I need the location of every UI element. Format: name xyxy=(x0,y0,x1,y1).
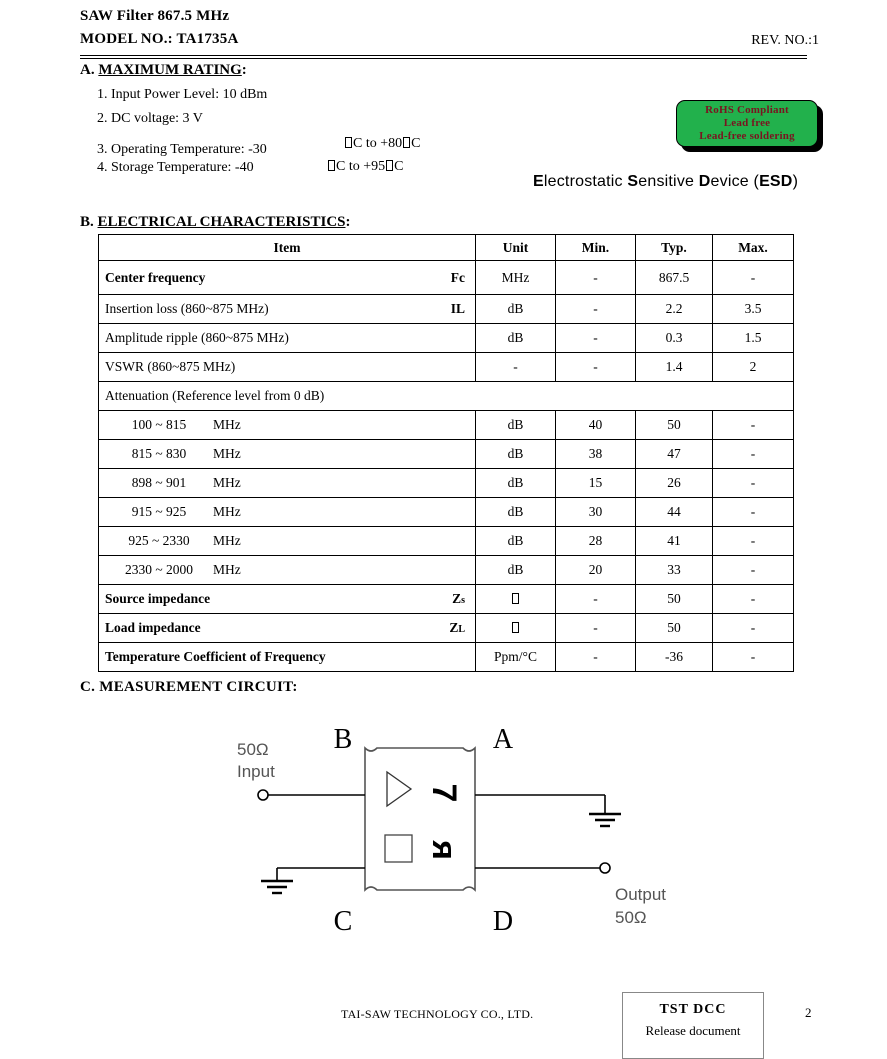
row-item xyxy=(99,585,476,614)
row-min: 28 xyxy=(556,527,636,556)
table-row xyxy=(99,498,794,527)
table-row xyxy=(99,440,794,469)
row-max: - xyxy=(713,614,794,643)
row-item-label: Load impedance xyxy=(105,620,201,635)
row-max: - xyxy=(713,261,794,295)
row-typ: 50 xyxy=(636,411,713,440)
section-a-title: MAXIMUM RATING xyxy=(98,62,242,78)
rating-4-number: 4. xyxy=(97,160,108,175)
row-symbol-base: Z xyxy=(449,620,459,635)
row-typ: 2.2 xyxy=(636,295,713,324)
rohs-line-2: Lead free xyxy=(723,117,771,129)
measurement-circuit-diagram xyxy=(215,715,715,950)
output-terminal xyxy=(600,863,610,873)
esd-evice: evice ( xyxy=(710,173,760,190)
row-typ: 41 xyxy=(636,527,713,556)
rating-4-tail-end: C xyxy=(394,159,404,174)
row-unit: dB xyxy=(476,324,556,353)
row-min: - xyxy=(556,353,636,382)
esd-ensitive: ensitive xyxy=(638,173,699,190)
row-max: - xyxy=(713,498,794,527)
table-row xyxy=(99,614,794,643)
output-impedance-label: 50Ω xyxy=(615,908,647,927)
row-typ: 26 xyxy=(636,469,713,498)
package-marking-top: 7 xyxy=(425,783,463,803)
circuit-svg xyxy=(215,715,715,945)
row-unit: dB xyxy=(476,411,556,440)
rating-4-tail: C to +95 xyxy=(336,159,386,174)
attenuation-unit-label: MHz xyxy=(213,475,241,490)
attenuation-header-row xyxy=(99,382,794,411)
rohs-line-1: RoHS Compliant xyxy=(705,104,789,116)
attenuation-range: 100 ~ 815 xyxy=(131,417,187,432)
table-row xyxy=(99,411,794,440)
rating-item-3 xyxy=(97,142,267,158)
section-a-colon: : xyxy=(241,62,247,78)
table-header-row xyxy=(99,235,794,261)
input-terminal xyxy=(258,790,268,800)
row-item-symbol: Fc xyxy=(450,269,465,285)
row-item-symbol xyxy=(449,620,469,636)
esd-d: D xyxy=(698,173,711,190)
row-unit xyxy=(476,614,556,643)
attenuation-range: 898 ~ 901 xyxy=(131,475,187,490)
row-min: - xyxy=(556,295,636,324)
row-unit: dB xyxy=(476,440,556,469)
attenuation-unit-label: MHz xyxy=(213,562,241,577)
footer-page-number: 2 xyxy=(805,1005,812,1020)
rating-3-tail: C to +80 xyxy=(353,136,403,151)
row-min: 40 xyxy=(556,411,636,440)
table-row xyxy=(99,585,794,614)
row-unit: dB xyxy=(476,527,556,556)
rating-2-label: DC voltage: 3 V xyxy=(111,111,203,126)
footer-release-label: Release document xyxy=(645,1023,741,1038)
pin-label-a: A xyxy=(492,724,514,755)
section-b-title: ELECTRICAL CHARACTERISTICS xyxy=(97,214,346,230)
rating-4-label: Storage Temperature: -40 xyxy=(111,160,254,175)
header-typ: Typ. xyxy=(636,235,713,261)
row-max: - xyxy=(713,440,794,469)
footer-dcc-label: TST DCC xyxy=(659,1002,727,1017)
section-b-letter: B. xyxy=(80,214,94,230)
row-max: - xyxy=(713,556,794,585)
section-c-heading: C. MEASUREMENT CIRCUIT: xyxy=(80,679,298,695)
row-item xyxy=(99,556,476,585)
revision-number: REV. NO.:1 xyxy=(751,33,819,48)
degree-missing-glyph-icon xyxy=(386,160,393,171)
header-unit: Unit xyxy=(476,235,556,261)
row-max: - xyxy=(713,585,794,614)
row-max: 2 xyxy=(713,353,794,382)
pin-label-b: B xyxy=(333,724,353,755)
ohm-missing-glyph-icon xyxy=(512,622,519,633)
row-item xyxy=(99,411,476,440)
table-row xyxy=(99,469,794,498)
attenuation-unit-label: MHz xyxy=(213,446,241,461)
row-item xyxy=(99,527,476,556)
table-row xyxy=(99,261,794,295)
row-min: - xyxy=(556,585,636,614)
row-max: 1.5 xyxy=(713,324,794,353)
row-item-symbol: IL xyxy=(450,301,465,316)
row-min: - xyxy=(556,261,636,295)
row-unit xyxy=(476,585,556,614)
header-max: Max. xyxy=(713,235,794,261)
package-body xyxy=(365,748,475,890)
row-typ: 33 xyxy=(636,556,713,585)
row-typ: 0.3 xyxy=(636,324,713,353)
attenuation-unit-label: MHz xyxy=(213,417,241,432)
table-row xyxy=(99,556,794,585)
row-typ: 50 xyxy=(636,614,713,643)
row-max: - xyxy=(713,527,794,556)
row-symbol-sub: s xyxy=(461,595,465,606)
row-item xyxy=(99,295,476,324)
row-max: - xyxy=(713,469,794,498)
rating-item-4 xyxy=(97,160,254,176)
row-symbol-sub: L xyxy=(458,624,465,635)
row-item-label: Insertion loss (860~875 MHz) xyxy=(105,301,269,316)
ohm-missing-glyph-icon xyxy=(512,593,519,604)
attenuation-range: 925 ~ 2330 xyxy=(128,533,190,548)
input-text-label: Input xyxy=(237,762,275,781)
row-min: 38 xyxy=(556,440,636,469)
row-item-label: Amplitude ripple (860~875 MHz) xyxy=(105,330,289,345)
output-text-label: Output xyxy=(615,885,667,904)
electrical-characteristics-table xyxy=(98,234,794,672)
rohs-line-3: Lead-free soldering xyxy=(699,130,795,142)
footer-company: TAI-SAW TECHNOLOGY CO., LTD. xyxy=(341,1007,534,1021)
section-b-heading xyxy=(80,214,351,231)
row-max: - xyxy=(713,643,794,672)
rating-2-number: 2. xyxy=(97,111,108,126)
row-typ: 50 xyxy=(636,585,713,614)
attenuation-range: 2330 ~ 2000 xyxy=(124,562,194,577)
row-item xyxy=(99,614,476,643)
section-b-colon: : xyxy=(345,214,351,230)
table-row xyxy=(99,324,794,353)
pin-label-c: C xyxy=(333,906,353,937)
rating-1-number: 1. xyxy=(97,87,108,102)
rating-3-label: Operating Temperature: -30 xyxy=(111,142,267,157)
row-typ: 47 xyxy=(636,440,713,469)
table-row xyxy=(99,353,794,382)
rating-1-label: Input Power Level: 10 dBm xyxy=(111,87,268,102)
pin-label-d: D xyxy=(492,906,514,937)
header-item: Item xyxy=(99,235,476,261)
rating-4-temperature-range xyxy=(327,159,403,175)
esd-close-paren: ) xyxy=(792,173,799,190)
row-unit: - xyxy=(476,353,556,382)
section-a-heading xyxy=(80,62,247,79)
row-unit: dB xyxy=(476,469,556,498)
row-min: - xyxy=(556,324,636,353)
rating-item-2 xyxy=(97,111,203,127)
attenuation-unit-label: MHz xyxy=(213,504,241,519)
row-item xyxy=(99,440,476,469)
row-item-label: Source impedance xyxy=(105,591,211,606)
rating-item-1 xyxy=(97,87,267,103)
row-max: 3.5 xyxy=(713,295,794,324)
row-unit: dB xyxy=(476,556,556,585)
row-min: 20 xyxy=(556,556,636,585)
model-number: MODEL NO.: TA1735A xyxy=(80,31,239,47)
row-item: Temperature Coefficient of Frequency xyxy=(99,643,476,672)
row-unit: MHz xyxy=(476,261,556,295)
rating-3-temperature-range xyxy=(344,136,420,152)
row-min: - xyxy=(556,643,636,672)
row-typ: -36 xyxy=(636,643,713,672)
attenuation-header-label: Attenuation (Reference level from 0 dB) xyxy=(99,382,794,411)
row-max: - xyxy=(713,411,794,440)
header-divider xyxy=(80,55,807,59)
row-min: 15 xyxy=(556,469,636,498)
rohs-badge-body xyxy=(676,100,818,147)
row-item xyxy=(99,498,476,527)
row-item xyxy=(99,469,476,498)
row-unit: dB xyxy=(476,295,556,324)
square-marking-icon xyxy=(385,835,412,862)
row-min: - xyxy=(556,614,636,643)
degree-missing-glyph-icon xyxy=(328,160,335,171)
esd-abbrev: ESD xyxy=(759,173,793,190)
rating-3-number: 3. xyxy=(97,142,108,157)
row-item-label: Center frequency xyxy=(105,269,206,285)
row-typ: 44 xyxy=(636,498,713,527)
row-unit: Ppm/°C xyxy=(476,643,556,672)
attenuation-unit-label: MHz xyxy=(213,533,241,548)
input-impedance-label: 50Ω xyxy=(237,740,269,759)
section-a-letter: A. xyxy=(80,62,95,78)
table-row xyxy=(99,643,794,672)
row-typ: 1.4 xyxy=(636,353,713,382)
rating-3-tail-end: C xyxy=(411,136,421,151)
attenuation-range: 915 ~ 925 xyxy=(131,504,187,519)
esd-lectrostatic: lectrostatic xyxy=(543,173,628,190)
esd-notice xyxy=(533,173,798,191)
attenuation-range: 815 ~ 830 xyxy=(131,446,187,461)
footer-dcc-box xyxy=(622,992,764,1059)
esd-e: E xyxy=(533,173,544,190)
row-item-label: VSWR (860~875 MHz) xyxy=(105,359,236,374)
esd-s: S xyxy=(627,173,639,190)
row-symbol-base: Z xyxy=(452,591,462,606)
degree-missing-glyph-icon xyxy=(403,137,410,148)
rohs-badge xyxy=(676,100,818,147)
row-min: 30 xyxy=(556,498,636,527)
table-row xyxy=(99,527,794,556)
package-marking-bottom: я xyxy=(425,840,463,860)
row-item-symbol xyxy=(452,591,469,607)
row-item xyxy=(99,324,476,353)
header-min: Min. xyxy=(556,235,636,261)
degree-missing-glyph-icon xyxy=(345,137,352,148)
row-typ: 867.5 xyxy=(636,261,713,295)
row-item xyxy=(99,353,476,382)
page-title: SAW Filter 867.5 MHz xyxy=(80,8,230,24)
table-row xyxy=(99,295,794,324)
row-item xyxy=(99,261,476,295)
row-unit: dB xyxy=(476,498,556,527)
